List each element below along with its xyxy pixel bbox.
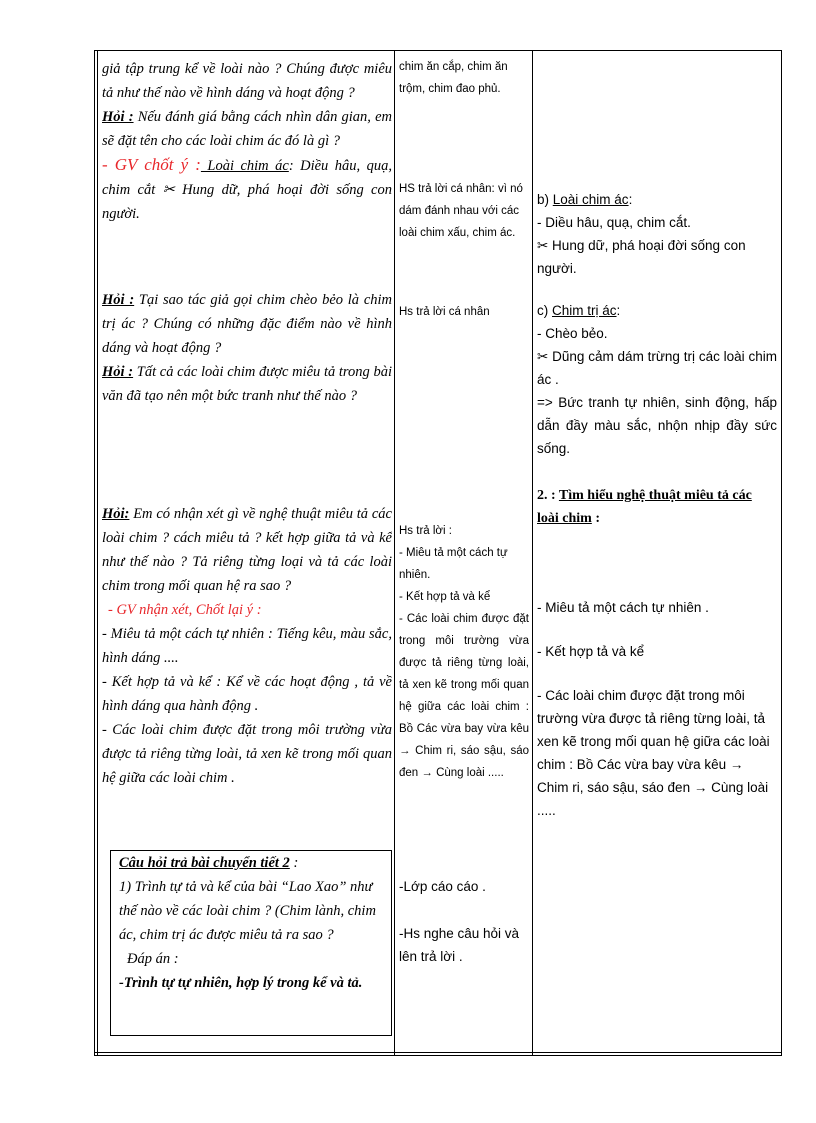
section-c-title: Chim trị ác bbox=[552, 303, 617, 318]
col1-block-question-4 bbox=[102, 502, 392, 790]
question-3-label: Hỏi : bbox=[102, 364, 134, 380]
col1-block-intro bbox=[102, 57, 392, 226]
point-2: - Kết hợp tả và kể : Kể về các hoạt động , tả về hình dáng qua hành động . bbox=[102, 674, 392, 714]
column-divider-2 bbox=[532, 50, 533, 1056]
student-answer-4 bbox=[399, 520, 529, 784]
section-2-item-3 bbox=[537, 684, 777, 822]
gv-conclusion-1-label: - GV chốt ý : bbox=[102, 155, 201, 174]
question-2 bbox=[102, 288, 392, 360]
teacher-activity-column bbox=[102, 50, 392, 1056]
section-c-item-1: - Chèo bẻo. bbox=[537, 326, 608, 341]
student-answer-5-text: -Lớp cáo cáo . bbox=[399, 879, 486, 894]
table-border-left-inner bbox=[97, 50, 98, 1056]
box-title-text: Câu hỏi trả bài chuyển tiết 2 bbox=[119, 855, 290, 871]
gv-conclusion-1-text: : Diều hâu, quạ, chim cắt ✂ Hung dữ, phá hoại đời sống con người. bbox=[102, 158, 392, 222]
section-b-colon: : bbox=[628, 192, 633, 207]
gv-conclusion-1-term: Loài chim ác bbox=[200, 158, 289, 174]
student-answer-3-text: Hs trả lời cá nhân bbox=[399, 306, 490, 318]
question-1-label: Hỏi : bbox=[102, 109, 134, 125]
box-title bbox=[119, 851, 383, 875]
question-3 bbox=[102, 360, 392, 408]
question-1-text: Nếu đánh giá bằng cách nhìn dân gian, em sẽ đặt tên cho các loài chim ác đó là gì ? bbox=[102, 109, 392, 149]
section-2-item-2-text: - Kết hợp tả và kể bbox=[537, 644, 645, 659]
section-c-summary: => Bức tranh tự nhiên, sinh động, hấp dẫn đầy màu sắc, nhộn nhịp đầy sức sống. bbox=[537, 395, 777, 456]
section-c bbox=[537, 299, 777, 460]
student-answer-4-point-1: - Miêu tả một cách tự nhiên. bbox=[399, 547, 508, 581]
box-question: 1) Trình tự tả và kể của bài “Lao Xao” như thế nào về các loài chim ? (Chim lành, chim ác, chim trị ác được miêu tả ra sao ? bbox=[119, 879, 376, 943]
section-2-item-1-text: - Miêu tả một cách tự nhiên . bbox=[537, 600, 709, 615]
section-2-number: 2. : bbox=[537, 488, 559, 503]
student-answer-2-text: HS trả lời cá nhân: vì nó dám đánh nhau với các loài chim xấu, chim ác. bbox=[399, 183, 523, 239]
section-2-item-3-text: - Các loài chim được đặt trong môi trường vừa được tả riêng từng loài, tả xen kẽ trong mối quan hệ giữa các loài chim : Bồ Các vừa bay vừa kêu → Chim ri, sáo sậu, sáo đen → Cùng loài ..... bbox=[537, 688, 770, 818]
section-2-item-2 bbox=[537, 640, 777, 663]
student-answer-3 bbox=[399, 301, 529, 323]
column-divider-1 bbox=[394, 50, 395, 1056]
box-title-colon: : bbox=[289, 855, 299, 871]
section-b-heading bbox=[537, 188, 777, 211]
student-answer-2 bbox=[399, 178, 529, 244]
gv-conclusion-1 bbox=[102, 153, 392, 226]
question-1 bbox=[102, 105, 392, 153]
gv-conclusion-2: - GV nhận xét, Chốt lại ý : bbox=[108, 602, 262, 618]
transition-question-box bbox=[110, 850, 392, 1036]
section-b-item-2: ✂ Hung dữ, phá hoại đời sống con người. bbox=[537, 238, 746, 276]
section-2-item-1 bbox=[537, 596, 777, 619]
student-answer-6 bbox=[399, 922, 529, 968]
section-b-title: Loài chim ác bbox=[552, 192, 629, 207]
lesson-table bbox=[94, 50, 782, 1056]
question-3-text: Tất cả các loài chim được miêu tả trong bài văn đã tạo nên một bức tranh như thế nào ? bbox=[102, 364, 392, 404]
student-answer-1-text: chim ăn cắp, chim ăn trộm, chim đao phủ. bbox=[399, 61, 508, 95]
section-c-heading bbox=[537, 299, 777, 322]
section-b-label: b) bbox=[537, 192, 553, 207]
student-answer-4-point-3: - Các loài chim được đặt trong môi trường vừa được tả riêng từng loài, tả xen kẽ trong mối quan hệ giữa các loài chim : Bồ Các vừa bay vừa kêu → Chim ri, sáo sậu, sáo đen → Cùng loài ..... bbox=[399, 613, 529, 779]
question-4 bbox=[102, 502, 392, 598]
section-c-colon: : bbox=[616, 303, 621, 318]
table-border-left bbox=[94, 50, 95, 1056]
point-1: - Miêu tả một cách tự nhiên : Tiếng kêu, màu sắc, hình dáng .... bbox=[102, 626, 392, 666]
section-b bbox=[537, 188, 777, 280]
section-b-item-1: - Diều hâu, quạ, chim cắt. bbox=[537, 215, 691, 230]
question-2-text: Tại sao tác giả gọi chim chèo bẻo là chim trị ác ? Chúng có những đặc điểm nào về hình dáng và hoạt động ? bbox=[102, 292, 392, 356]
point-3: - Các loài chim được đặt trong môi trường vừa được tả riêng từng loài, tả xen kẽ trong mối quan hệ giữa các loài chim . bbox=[102, 722, 392, 786]
table-border-right bbox=[781, 50, 782, 1056]
question-4-label: Hỏi: bbox=[102, 506, 130, 522]
section-2-colon: : bbox=[591, 511, 601, 526]
box-answer: -Trình tự tự nhiên, hợp lý trong kể và tả. bbox=[119, 975, 363, 991]
student-answer-5 bbox=[399, 875, 529, 898]
section-2 bbox=[537, 484, 777, 530]
student-answer-4-point-2: - Kết hợp tả và kể bbox=[399, 591, 491, 603]
lesson-content-column bbox=[537, 50, 777, 1056]
question-2-label: Hỏi : bbox=[102, 292, 135, 308]
student-answer-4-head: Hs trả lời : bbox=[399, 525, 452, 537]
question-4-text: Em có nhận xét gì về nghệ thuật miêu tả các loài chim ? cách miêu tả ? kết hợp giữa tả và kể như thế nào ? Tả riêng từng loại và tả các loài chim trong mối quan hệ ra sao ? bbox=[102, 506, 392, 594]
section-c-label: c) bbox=[537, 303, 552, 318]
box-answer-label: Đáp án : bbox=[127, 951, 179, 967]
intro-text: giả tập trung kể về loài nào ? Chúng được miêu tả như thế nào về hình dáng và hoạt động ? bbox=[102, 61, 392, 101]
student-answer-1 bbox=[399, 56, 529, 100]
student-answer-6-text: -Hs nghe câu hỏi và lên trả lời . bbox=[399, 926, 520, 964]
section-2-title: Tìm hiểu nghệ thuật miêu tả các loài chim bbox=[537, 488, 752, 526]
section-2-heading bbox=[537, 484, 777, 530]
section-c-item-2: ✂ Dũng cảm dám trừng trị các loài chim ác . bbox=[537, 349, 777, 387]
student-activity-column bbox=[399, 50, 529, 1056]
col1-block-questions-2-3 bbox=[102, 288, 392, 408]
